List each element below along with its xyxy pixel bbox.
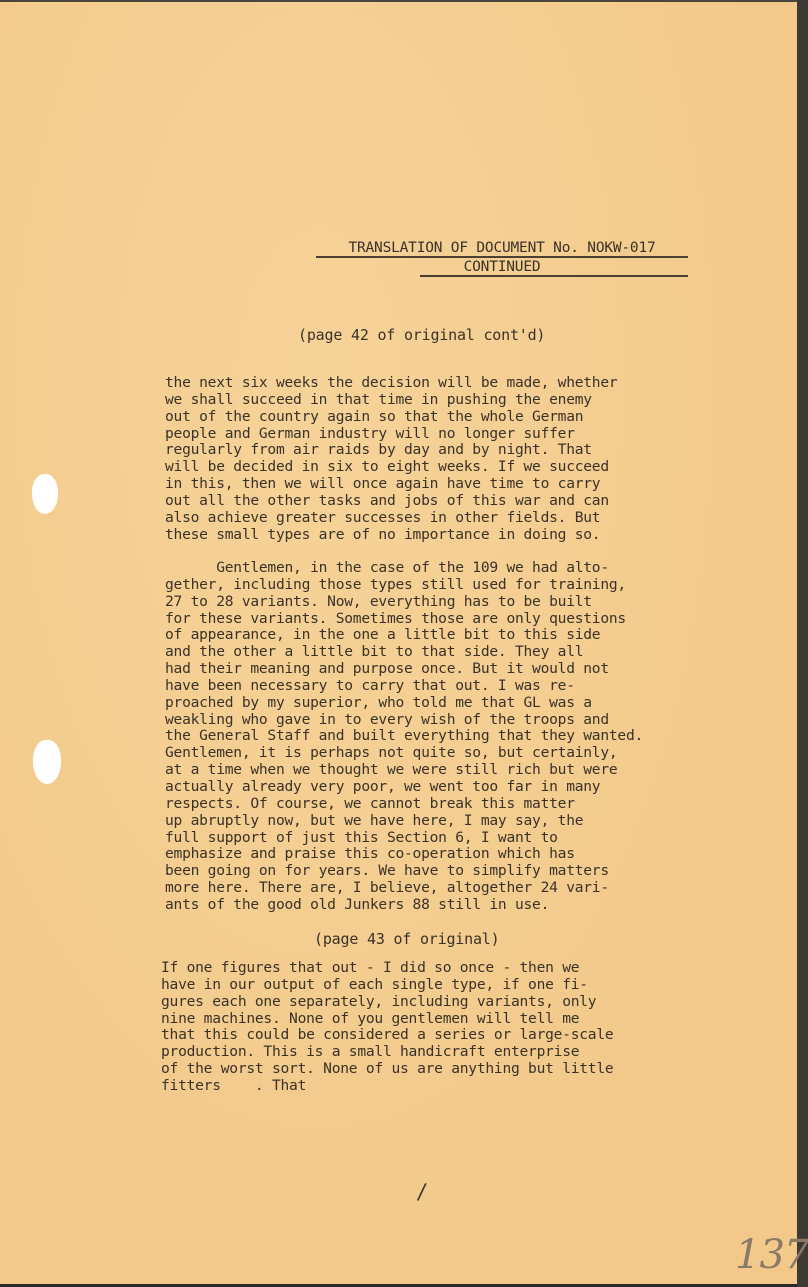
header-underline <box>316 256 688 258</box>
header-title: TRANSLATION OF DOCUMENT No. NOKW-017 <box>348 240 656 256</box>
continued-underline <box>420 275 688 277</box>
page-note-43: (page 43 of original) <box>314 930 500 948</box>
header-continued: CONTINUED <box>463 259 541 275</box>
punch-hole-top <box>32 474 58 514</box>
pencil-mark: / <box>416 1179 428 1206</box>
scan-top-edge <box>0 0 797 2</box>
paragraph-2: Gentlemen, in the case of the 109 we had alto- gether, including those types still used for training, 27 to 28 variants. Now, everything has to be built for these variants. Sometimes those are only questions of appearance, in the one a little bit to this side and the other a little bit to that side. They all had their meaning and purpose once. But it would not have been necessary to carry that out. I was re- proached by my superior, who told me that GL was a weakling who gave in to every wish of the troops and the General Staff and built everything that they wanted. Gentlemen, it is perhaps not quite so, but certainly, at a time when we thought we were still rich but were actually already very poor, we went too far in many respects. Of course, we cannot break this matter up abruptly now, but we have here, I may say, the full support of just this Section 6, I want to emphasize and praise this co-operation which has been going on for years. We have to simplify matters more here. There are, I believe, altogether 24 vari- ants of the good old Junkers 88 still in use. <box>165 559 644 913</box>
punch-hole-bottom <box>33 740 61 784</box>
page-note-42: (page 42 of original cont'd) <box>298 326 546 344</box>
handwritten-page-number: 137 <box>735 1232 808 1278</box>
paragraph-1: the next six weeks the decision will be made, whether we shall succeed in that time in pushing the enemy out of the country again so that the whole German people and German industry will no longer suffer regularly from air raids by day and by night. That will be decided in six to eight weeks. If we succeed in this, then we will once again have time to carry out all the other tasks and jobs of this war and can also achieve greater successes in other fields. But these small types are of no importance in doing so. <box>165 374 618 543</box>
document-header <box>316 239 688 277</box>
paragraph-3: If one figures that out - I did so once - then we have in our output of each single type, if one fi- gures each one separately, including variants, only nine machines. None of you gentlemen will tell me that this could be considered a series or large-scale production. This is a small handicraft enterprise of the worst sort. None of us are anything but little fitters . That <box>161 959 614 1094</box>
